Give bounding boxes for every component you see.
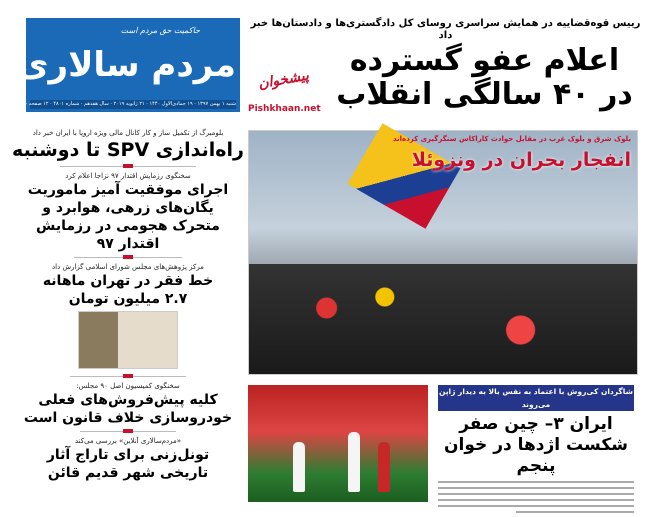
story-kicker: مرکز پژوهش‌های مجلس شورای اسلامی گزارش داد	[52, 263, 204, 271]
lead-headline	[326, 44, 643, 112]
lead-kicker: رییس قوه‌قضاییه در همایش سراسری روسای کل دادگستری‌ها و دادستان‌ها خبر داد	[250, 18, 641, 41]
player-figure	[293, 442, 305, 492]
story-qaen[interactable]	[10, 427, 246, 482]
story-kicker: سخنگوی رزمایش اقتدار ۹۷ نزاجا اعلام کرد	[65, 172, 191, 180]
story-poverty[interactable]	[10, 262, 246, 308]
masthead-issue-info: شنبه ۱ بهمن ۱۳۹۷ · ۱۹ جمادی‌الاول ۱۴۴۰ · ۲۱ ژانویه ۲۰۱۹ · سال هفدهم · شماره ۴۸۰۱ · ۱۲ صفحه · ۱۰۰۰ تومان	[0, 101, 236, 107]
football-body-text	[438, 481, 634, 513]
masthead-logo	[0, 18, 240, 112]
story-cars[interactable]	[10, 372, 246, 427]
poverty-photo	[78, 311, 178, 369]
watermark-fa: پیشخوان	[256, 67, 311, 93]
story-kicker: سخنگوی کمیسیون اصل ۹۰ مجلس:	[76, 382, 180, 390]
football-headline: ایران ۳– چین صفر شکست اژدها در خوان پنجم	[444, 414, 628, 476]
story-football[interactable]	[438, 385, 634, 517]
story-exercise[interactable]	[10, 171, 246, 262]
story-headline: تونل‌زنی برای تاراج آثار تاریخی شهر قدیم قائن	[46, 447, 210, 481]
watermark-url: Pishkhaan.net	[248, 104, 321, 114]
story-spv[interactable]	[10, 128, 246, 171]
masthead-title: مردم سالاری	[17, 45, 236, 85]
story-headline: کلیه پیش‌فروش‌های فعلی خودروسازی خلاف قانون است	[23, 392, 233, 426]
masthead-slogan: حاکمیت حق مردم است	[120, 26, 200, 35]
story-kicker: بلومبرگ از تکمیل ساز و کار کانال مالی ویژه اروپا با ایران خبر داد	[32, 129, 224, 137]
venezuela-kicker: بلوک شرق و بلوک غرب در مقابل حوادث کاراکاس سنگرگیری کرده‌اند	[392, 135, 631, 143]
divider	[74, 257, 182, 258]
player-figure	[378, 442, 390, 492]
player-figure	[348, 432, 360, 492]
crowd-image	[249, 264, 637, 374]
lead-headline-line1: اعلام عفو گسترده	[349, 43, 620, 78]
venezuela-headline: انفجار بحران در ونزوئلا	[411, 149, 631, 171]
lead-headline-line2: در ۴۰ سالگی انقلاب	[336, 77, 633, 112]
football-kicker: شاگردان کی‌روش با اعتماد به نفس بالا به دیدار ژاپن می‌روند	[438, 387, 633, 409]
left-column	[10, 128, 246, 513]
story-headline: اجرای موفقیت آمیز ماموریت یگان‌های زرهی، هوابرد و متحرک هجومی در رزمایش اقتدار ۹۷	[27, 182, 229, 252]
story-kicker: «مردم‌سالاری آنلاین» بررسی می‌کند	[74, 437, 182, 445]
divider	[70, 376, 186, 377]
story-headline: خط فقر در تهران ماهانه ۲.۷ میلیون تومان	[42, 273, 214, 307]
story-headline: راه‌اندازی SPV تا دوشنبه	[12, 139, 244, 161]
football-photo[interactable]	[248, 385, 428, 502]
divider	[60, 166, 196, 167]
divider	[80, 431, 176, 432]
venezuela-photo[interactable]	[248, 130, 638, 375]
